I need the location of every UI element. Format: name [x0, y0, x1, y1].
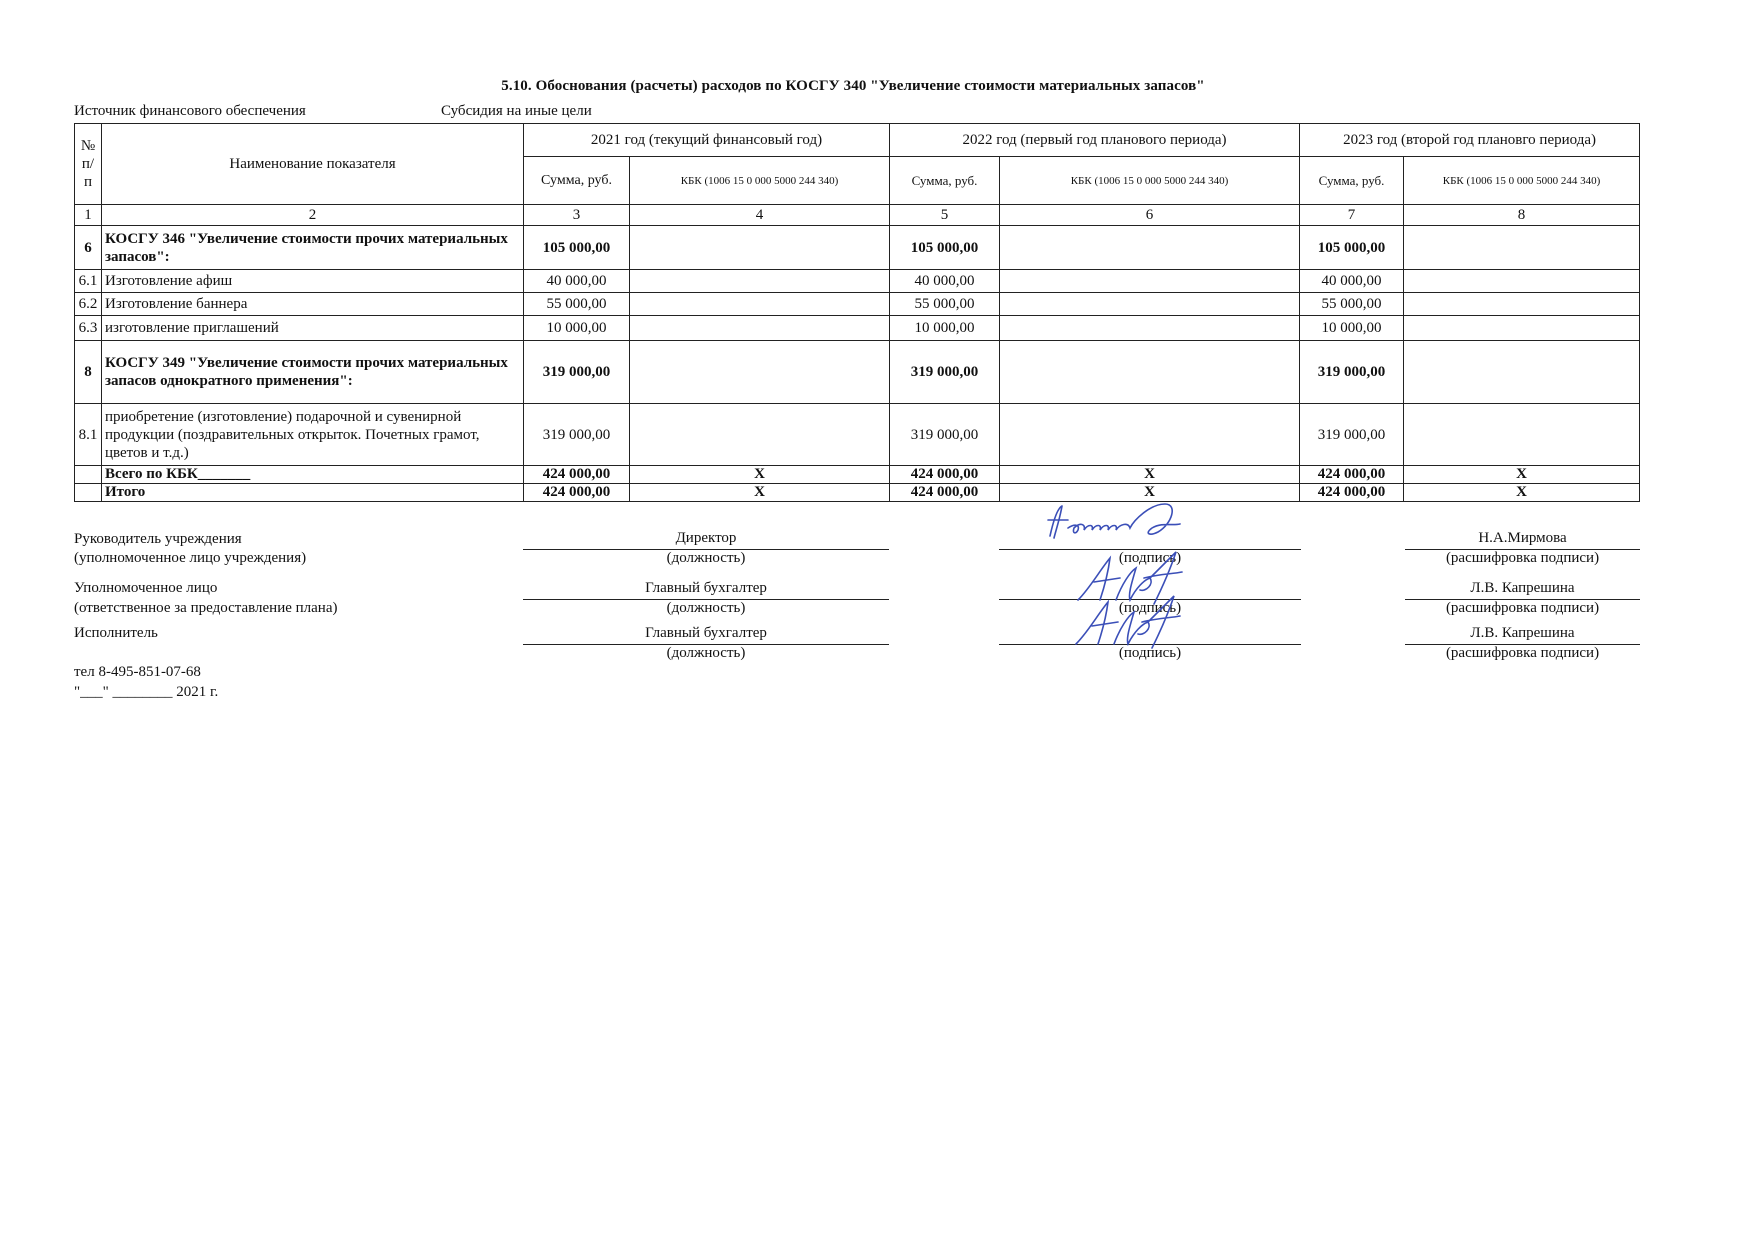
header-year-2022: 2022 год (первый год планового периода) — [890, 124, 1300, 157]
row-sum-2023: 319 000,00 — [1300, 341, 1404, 404]
total-sum-2021: 424 000,00 — [524, 484, 630, 502]
row-kbk-2022 — [1000, 270, 1300, 293]
row-name: КОСГУ 349 "Увеличение стоимости прочих материальных запасов однократного применения": — [102, 341, 524, 404]
total-row — [75, 484, 1640, 502]
total-sum-2022: 424 000,00 — [890, 484, 1000, 502]
row-kbk-2021 — [630, 316, 890, 341]
total-kbk-x-2021: Х — [630, 466, 890, 484]
row-name: Изготовление баннера — [102, 293, 524, 316]
exec-label: Исполнитель — [74, 625, 158, 641]
row-kbk-2021 — [630, 293, 890, 316]
table-row — [75, 293, 1640, 316]
contact-phone: тел 8-495-851-07-68 — [74, 664, 201, 680]
auth-name-caption: (расшифровка подписи) — [1445, 600, 1600, 616]
header-row-years — [75, 124, 1640, 157]
total-no — [75, 484, 102, 502]
col-number: 3 — [524, 205, 630, 226]
row-sum-2022: 319 000,00 — [890, 404, 1000, 466]
head-name: Н.А.Мирмова — [1478, 530, 1567, 546]
page-title: 5.10. Обоснования (расчеты) расходов по КОСГУ 340 "Увеличение стоимости материальных запасов" — [501, 78, 1205, 94]
expense-table — [74, 123, 1640, 502]
row-kbk-2023 — [1404, 270, 1640, 293]
auth-name: Л.В. Капрешина — [1470, 580, 1575, 596]
total-kbk-sum-2021: 424 000,00 — [524, 466, 630, 484]
auth-sublabel: (ответственное за предоставление плана) — [74, 600, 338, 616]
head-sublabel: (уполномоченное лицо учреждения) — [74, 550, 307, 566]
col-number: 6 — [1000, 205, 1300, 226]
total-x-2021: Х — [630, 484, 890, 502]
exec-signature-caption: (подпись) — [1118, 645, 1182, 661]
row-sum-2022: 105 000,00 — [890, 226, 1000, 270]
row-no: 6.1 — [75, 270, 102, 293]
row-sum-2022: 55 000,00 — [890, 293, 1000, 316]
row-kbk-2021 — [630, 341, 890, 404]
row-sum-2023: 10 000,00 — [1300, 316, 1404, 341]
row-kbk-2023 — [1404, 341, 1640, 404]
table-row — [75, 226, 1640, 270]
auth-label: Уполномоченное лицо — [74, 580, 218, 596]
exec-position-caption: (должность) — [666, 645, 746, 661]
col-number: 5 — [890, 205, 1000, 226]
total-kbk-sum-2022: 424 000,00 — [890, 466, 1000, 484]
exec-name-caption: (расшифровка подписи) — [1445, 645, 1600, 661]
row-no: 8.1 — [75, 404, 102, 466]
auth-position-caption: (должность) — [666, 600, 746, 616]
total-kbk-no — [75, 466, 102, 484]
row-sum-2021: 319 000,00 — [524, 404, 630, 466]
col-number: 7 — [1300, 205, 1404, 226]
row-sum-2022: 40 000,00 — [890, 270, 1000, 293]
head-name-caption: (расшифровка подписи) — [1445, 550, 1600, 566]
header-sum-2022: Сумма, руб. — [890, 157, 1000, 205]
row-kbk-2021 — [630, 404, 890, 466]
row-sum-2021: 105 000,00 — [524, 226, 630, 270]
row-sum-2021: 319 000,00 — [524, 341, 630, 404]
col-number: 8 — [1404, 205, 1640, 226]
column-numbers-row — [75, 205, 1640, 226]
row-kbk-2022 — [1000, 226, 1300, 270]
funding-source-value: Субсидия на иные цели — [441, 103, 592, 119]
row-sum-2021: 40 000,00 — [524, 270, 630, 293]
total-kbk-x-2023: Х — [1404, 466, 1640, 484]
row-name: приобретение (изготовление) подарочной и сувенирной продукции (поздравительных открыток. Почетных грамот, цветов и т.д.) — [102, 404, 524, 466]
row-sum-2023: 40 000,00 — [1300, 270, 1404, 293]
header-sum-2021: Сумма, руб. — [524, 157, 630, 205]
total-name: Итого — [102, 484, 524, 502]
document-date: "___" ________ 2021 г. — [74, 684, 219, 700]
exec-handwritten-signature — [1068, 592, 1198, 652]
header-kbk-2023: КБК (1006 15 0 000 5000 244 340) — [1404, 157, 1640, 205]
row-name: Изготовление афиш — [102, 270, 524, 293]
row-no: 6.2 — [75, 293, 102, 316]
header-name: Наименование показателя — [102, 124, 524, 205]
table-row — [75, 270, 1640, 293]
row-no: 6.3 — [75, 316, 102, 341]
total-x-2023: Х — [1404, 484, 1640, 502]
exec-position: Главный бухгалтер — [645, 625, 767, 641]
row-sum-2021: 10 000,00 — [524, 316, 630, 341]
row-kbk-2023 — [1404, 226, 1640, 270]
total-x-2022: Х — [1000, 484, 1300, 502]
total-kbk-sum-2023: 424 000,00 — [1300, 466, 1404, 484]
header-kbk-2021: КБК (1006 15 0 000 5000 244 340) — [630, 157, 890, 205]
row-kbk-2021 — [630, 226, 890, 270]
head-signature-caption: (подпись) — [1118, 550, 1182, 566]
row-name: КОСГУ 346 "Увеличение стоимости прочих материальных запасов": — [102, 226, 524, 270]
row-kbk-2023 — [1404, 316, 1640, 341]
funding-source-label: Источник финансового обеспечения — [74, 103, 306, 119]
row-kbk-2022 — [1000, 316, 1300, 341]
col-number: 1 — [75, 205, 102, 226]
total-sum-2023: 424 000,00 — [1300, 484, 1404, 502]
head-position-caption: (должность) — [666, 550, 746, 566]
auth-signature-caption: (подпись) — [1118, 600, 1182, 616]
row-kbk-2022 — [1000, 404, 1300, 466]
header-sum-2023: Сумма, руб. — [1300, 157, 1404, 205]
table-row — [75, 341, 1640, 404]
header-year-2023: 2023 год (второй год плановго периода) — [1300, 124, 1640, 157]
header-kbk-2022: КБК (1006 15 0 000 5000 244 340) — [1000, 157, 1300, 205]
row-kbk-2022 — [1000, 293, 1300, 316]
total-kbk-x-2022: Х — [1000, 466, 1300, 484]
col-number: 2 — [102, 205, 524, 226]
row-kbk-2023 — [1404, 293, 1640, 316]
head-label: Руководитель учреждения — [74, 531, 242, 547]
row-no: 8 — [75, 341, 102, 404]
table-row — [75, 404, 1640, 466]
row-kbk-2023 — [1404, 404, 1640, 466]
col-number: 4 — [630, 205, 890, 226]
row-name: изготовление приглашений — [102, 316, 524, 341]
row-sum-2022: 10 000,00 — [890, 316, 1000, 341]
row-kbk-2022 — [1000, 341, 1300, 404]
header-year-2021: 2021 год (текущий финансовый год) — [524, 124, 890, 157]
row-sum-2023: 105 000,00 — [1300, 226, 1404, 270]
head-handwritten-signature — [1040, 498, 1240, 548]
row-kbk-2021 — [630, 270, 890, 293]
auth-position: Главный бухгалтер — [645, 580, 767, 596]
total-kbk-row — [75, 466, 1640, 484]
total-kbk-name: Всего по КБК_______ — [102, 466, 524, 484]
header-no: № п/п — [75, 124, 102, 205]
row-sum-2022: 319 000,00 — [890, 341, 1000, 404]
row-no: 6 — [75, 226, 102, 270]
exec-name: Л.В. Капрешина — [1470, 625, 1575, 641]
row-sum-2021: 55 000,00 — [524, 293, 630, 316]
head-position: Директор — [675, 530, 737, 546]
row-sum-2023: 55 000,00 — [1300, 293, 1404, 316]
row-sum-2023: 319 000,00 — [1300, 404, 1404, 466]
table-row — [75, 316, 1640, 341]
